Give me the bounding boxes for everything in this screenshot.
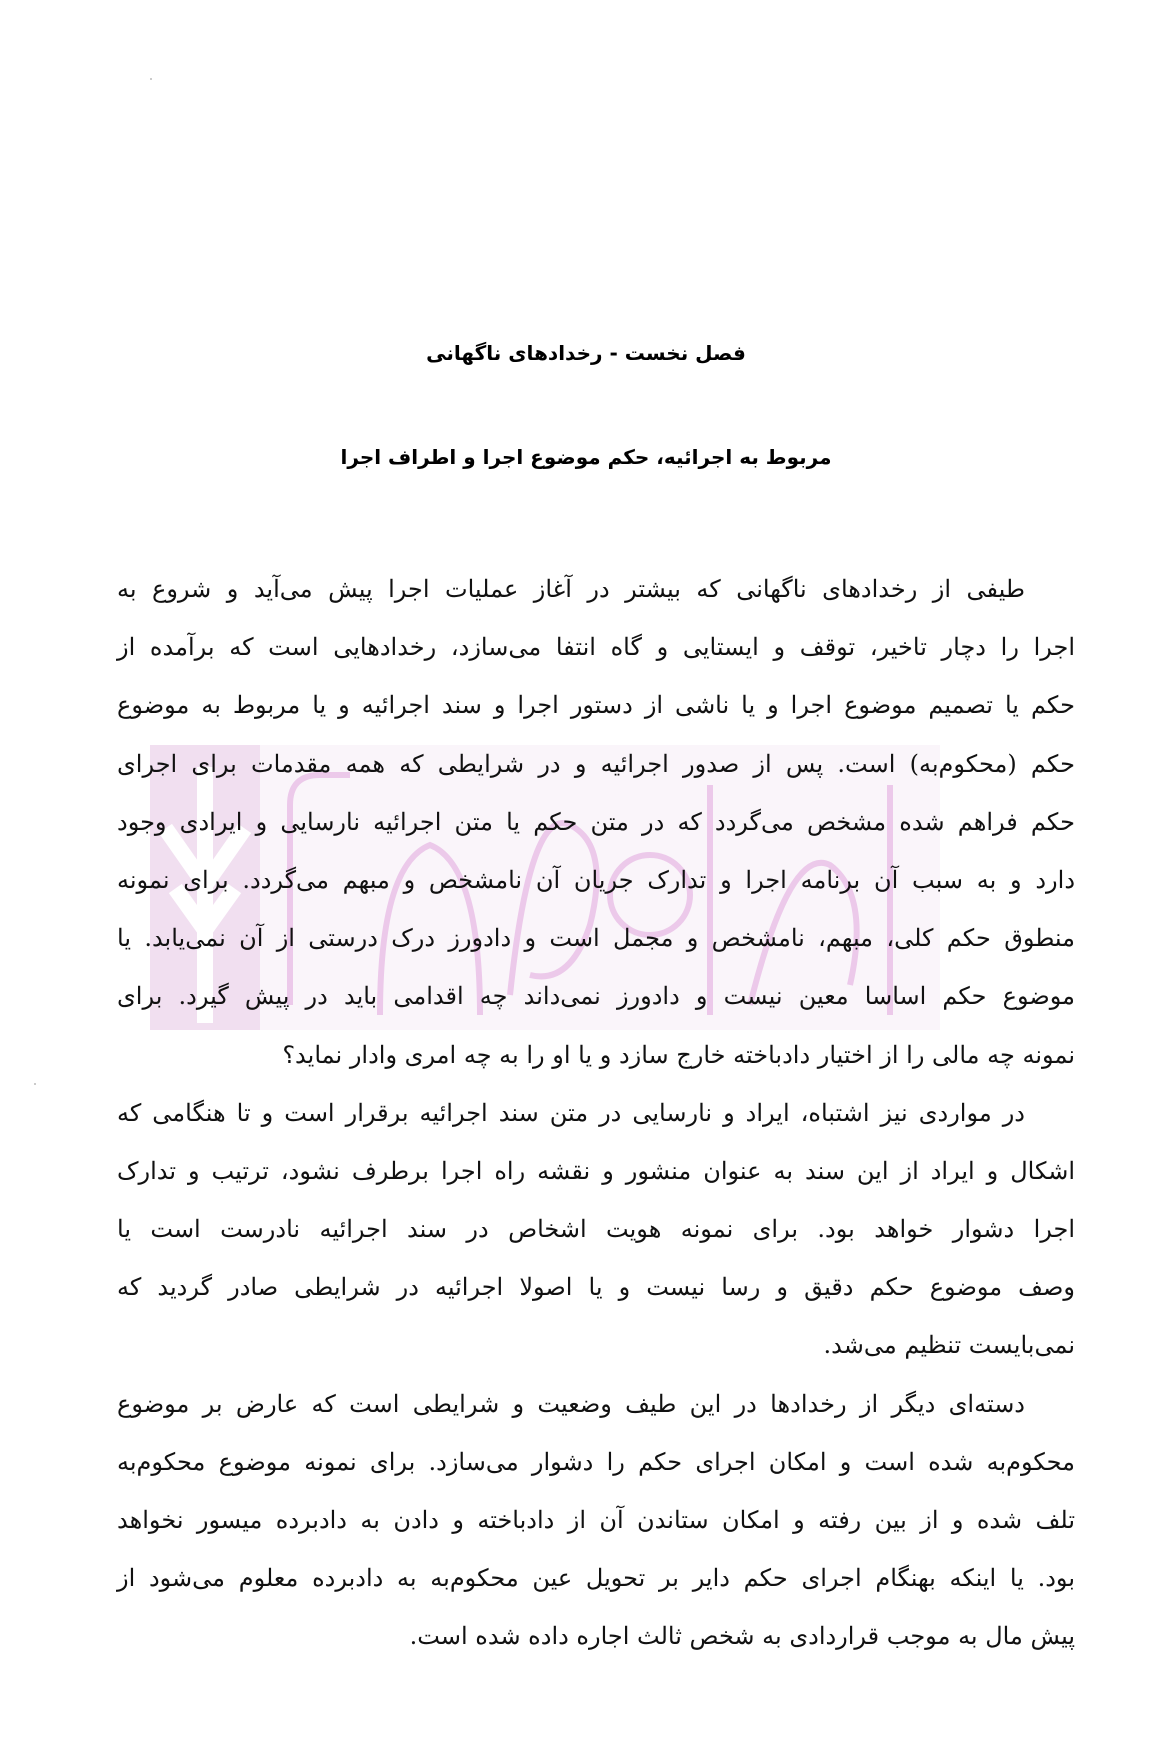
paragraph-2 (117, 1084, 1075, 1375)
text-line: دسته‌ای دیگر از رخدادها در این طیف وضعیت و شرایطی است که عارض بر موضوع (117, 1389, 1025, 1418)
paragraph-3 (117, 1375, 1075, 1666)
text-line: موضوع حکم اساسا معین نیست و دادورز نمی‌داند چه اقدامی باید در پیش گیرد. برای (117, 982, 1075, 1011)
text-line: محکوم‌به شده است و امکان اجرای حکم را دشوار می‌سازد. برای نمونه موضوع محکوم‌به (117, 1447, 1075, 1476)
text-line: اجرا را دچار تاخیر، توقف و ایستایی و گاه انتفا می‌سازد، رخدادهایی است که برآمده از (117, 633, 1075, 662)
text-line: تلف شده و از بین رفته و امکان ستاندن آن از دادباخته و دادن به دادبرده میسور نخواهد (117, 1506, 1075, 1534)
scan-speck (34, 1083, 36, 1085)
text-line: حکم یا تصمیم موضوع اجرا و یا ناشی از دستور اجرا و سند اجرائیه و یا مربوط به موضوع (117, 691, 1076, 720)
text-line: در مواردی نیز اشتباه، ایراد و نارسایی در متن سند اجرائیه برقرار است و تا هنگامی که (117, 1098, 1025, 1127)
scan-speck (150, 78, 152, 80)
chapter-title-line-1: فصل نخست - رخدادهای ناگهانی (426, 341, 746, 366)
text-line: پیش مال به موجب قراردادی به شخص ثالث اجاره داده شده است. (409, 1622, 1075, 1651)
text-line: وصف موضوع حکم دقیق و رسا نیست و یا اصولا اجرائیه در شرایطی صادر گردید که (117, 1273, 1075, 1302)
chapter-body (117, 560, 1075, 1666)
text-line: نمی‌بایست تنظیم می‌شد. (823, 1331, 1075, 1360)
text-line: اشکال و ایراد از این سند به عنوان منشور و نقشه راه اجرا برطرف نشود، ترتیب و تدارک (117, 1156, 1075, 1185)
text-line: حکم (محکوم‌به) است. پس از صدور اجرائیه و در شرایطی که همه مقدمات برای اجرای (117, 749, 1075, 778)
text-line: دارد و به سبب آن برنامه اجرا و تدارک جریان آن نامشخص و مبهم می‌گردد. برای نمونه (117, 865, 1075, 894)
text-line: نمونه چه مالی را از اختیار دادباخته خارج سازد و یا او را به چه امری وادار نماید؟ (282, 1040, 1075, 1069)
text-line: منطوق حکم کلی، مبهم، نامشخص و مجمل است و دادورز درک درستی از آن نمی‌یابد. یا (117, 924, 1075, 953)
text-line: بود. یا اینکه بهنگام اجرای حکم دایر بر تحویل عین محکوم‌به به دادبرده معلوم می‌شود از (117, 1564, 1075, 1593)
paragraph-1 (117, 560, 1075, 1084)
text-line: اجرا دشوار خواهد بود. برای نمونه هویت اشخاص در سند اجرائیه نادرست است یا (117, 1215, 1075, 1244)
chapter-title-line-2: مربوط به اجرائیه، حکم موضوع اجرا و اطراف اجرا (340, 444, 832, 469)
text-line: حکم فراهم شده مشخص می‌گردد که در متن حکم یا متن اجرائیه نارسایی و ایرادی وجود (117, 807, 1075, 836)
text-line: طیفی از رخدادهای ناگهانی که بیشتر در آغاز عملیات اجرا پیش می‌آید و شروع به (117, 575, 1026, 603)
